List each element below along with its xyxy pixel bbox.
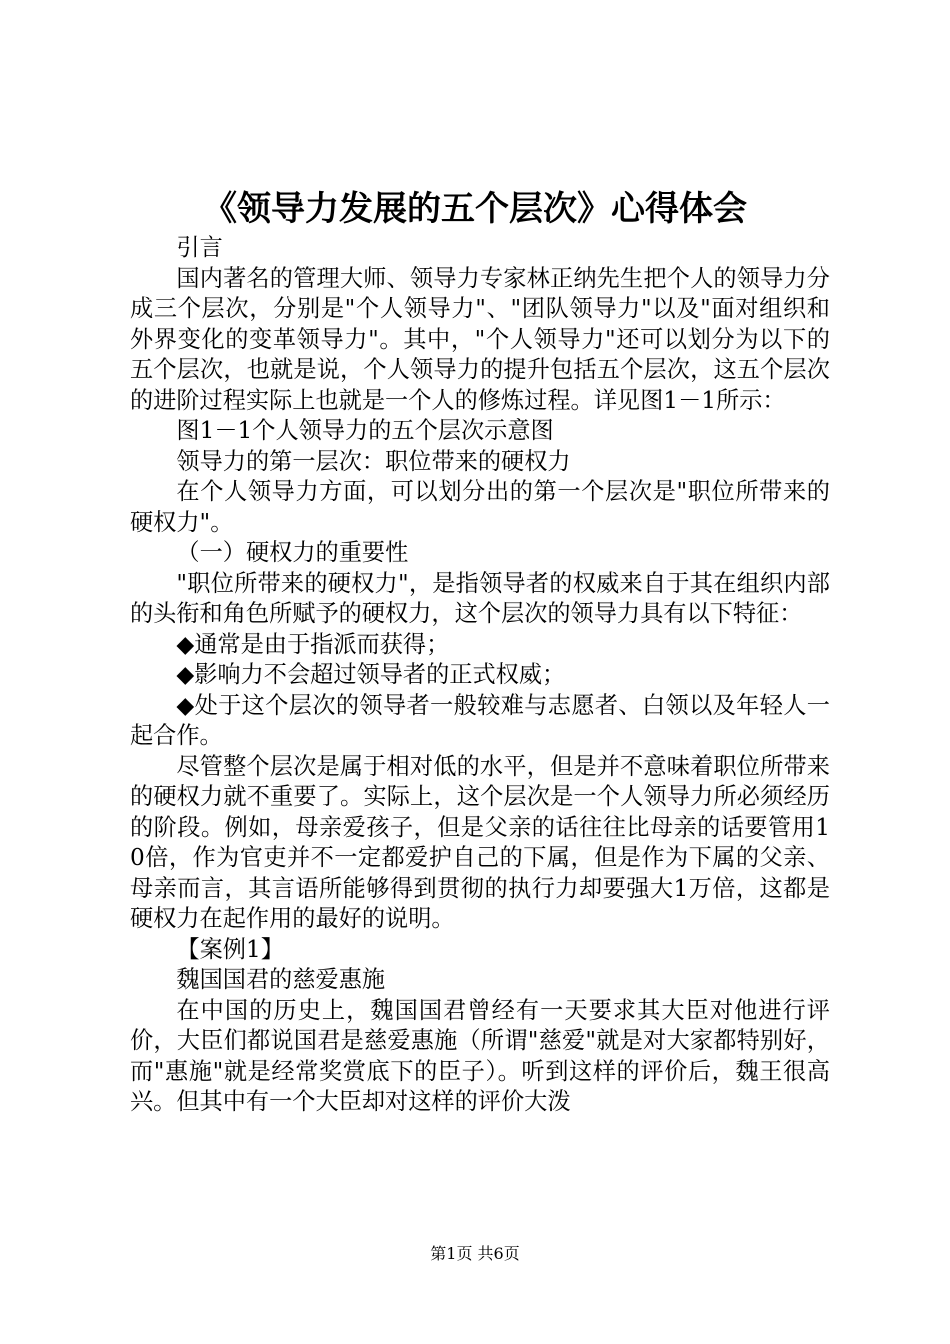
case-label: 【案例1】	[176, 935, 284, 963]
section-heading: 领导力的第一层次：职位带来的硬权力	[176, 447, 571, 475]
page-footer: 第1页 共6页	[430, 1244, 520, 1263]
bullet-item: ◆通常是由于指派而获得；	[176, 630, 450, 658]
paragraph-intro-heading: 引言	[176, 234, 223, 261]
paragraph: 在个人领导力方面，可以划分出的第一个层次是"职位所带来的硬权力"。	[130, 478, 830, 536]
bullet-item: ◆影响力不会超过领导者的正式权威；	[176, 661, 566, 688]
paragraph: 尽管整个层次是属于相对低的水平，但是并不意味着职位所带来的硬权力就不重要了。实际上，这个层次是一个人领导力所必须经历的阶段。例如，母亲爱孩子，但是父亲的话往往比母亲的话要管用10倍，作为官吏并不一定都爱护自己的下属，但是作为下属的父亲、母亲而言，其言语所能够得到贯彻的执行力却要强大1万倍，这都是硬权力在起作用的最好的说明。	[130, 752, 830, 932]
figure-caption: 图1－1个人领导力的五个层次示意图	[176, 417, 554, 444]
document-title: 《领导力发展的五个层次》心得体会	[203, 189, 747, 229]
paragraph: "职位所带来的硬权力"，是指领导者的权威来自于其在组织内部的头衔和角色所赋予的硬权力，这个层次的领导力具有以下特征：	[130, 569, 830, 627]
document-body	[130, 233, 830, 1118]
paragraph: 国内著名的管理大师、领导力专家林正纳先生把个人的领导力分成三个层次，分别是"个人领导力"、"团队领导力"以及"面对组织和外界变化的变革领导力"。其中，"个人领导力"还可以划分为以下的五个层次，也就是说，个人领导力的提升包括五个层次，这五个层次的进阶过程实际上也就是一个人的修炼过程。详见图1－1所示：	[130, 264, 830, 414]
subsection-heading: （一）硬权力的重要性	[176, 539, 409, 566]
paragraph: 在中国的历史上，魏国国君曾经有一天要求其大臣对他进行评价，大臣们都说国君是慈爱惠施（所谓"慈爱"就是对大家都特别好，而"惠施"就是经常奖赏底下的臣子）。听到这样的评价后，魏王很高兴。但其中有一个大臣却对这样的评价大泼	[130, 996, 830, 1115]
case-title: 魏国国君的慈爱惠施	[176, 966, 386, 993]
bullet-item: ◆处于这个层次的领导者一般较难与志愿者、白领以及年轻人一起合作。	[130, 691, 830, 749]
